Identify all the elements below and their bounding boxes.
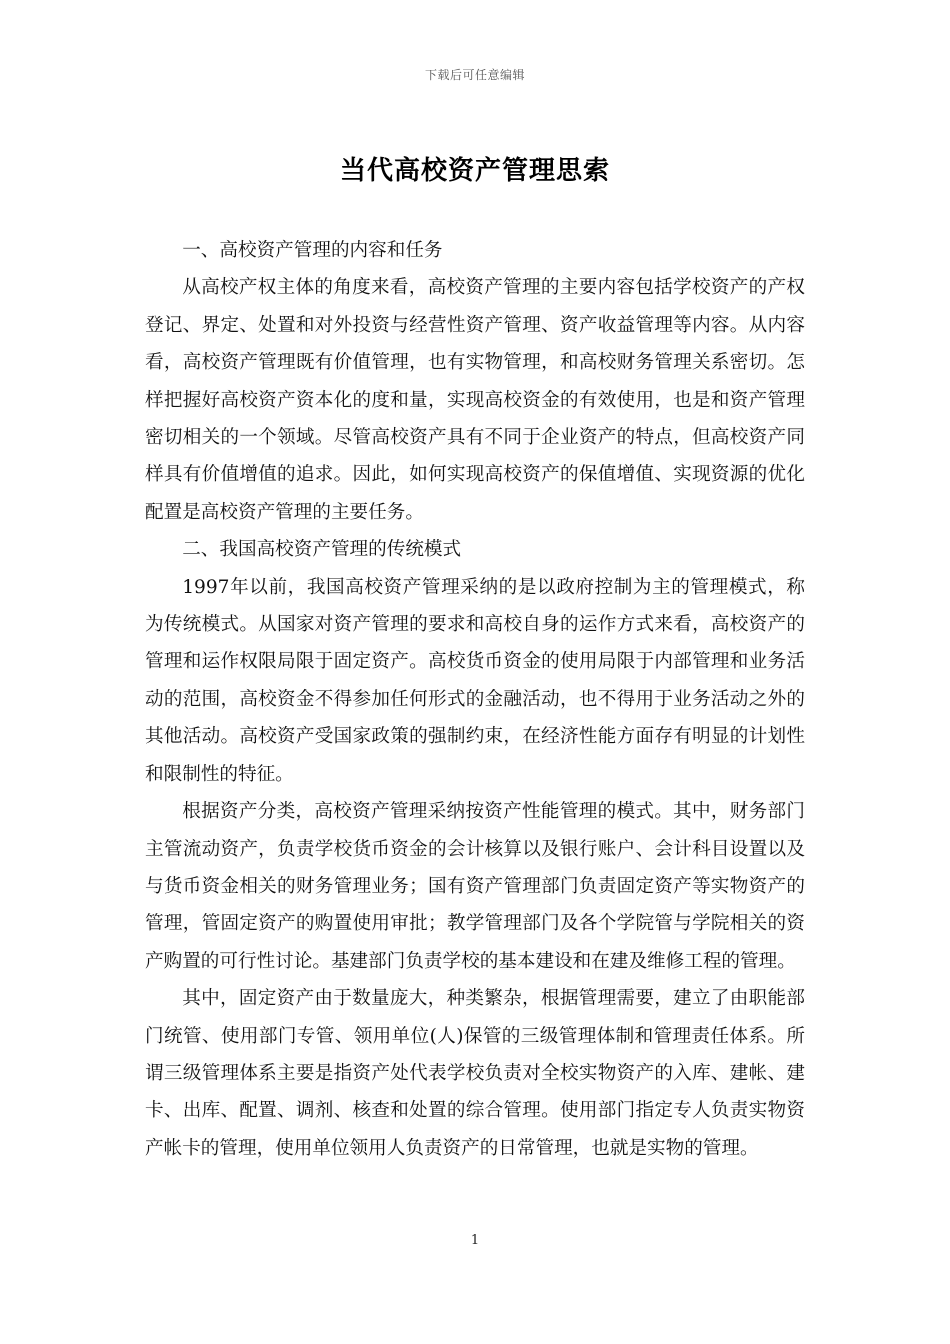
paragraph: 根据资产分类，高校资产管理采纳按资产性能管理的模式。其中，财务部门主管流动资产，负责学校货币资金的会计核算以及银行账户、会计科目设置以及与货币资金相关的财务管理业务；国有资产管理部门负责固定资产等实物资产的管理，管固定资产的购置使用审批；教学管理部门及各个学院管与学院相关的资产购置的可行性讨论。基建部门负责学校的基本建设和在建及维修工程的管理。 bbox=[145, 801, 805, 972]
paragraph: 1997年以前，我国高校资产管理采纳的是以政府控制为主的管理模式，称为传统模式。从国家对资产管理的要求和高校自身的运作方式来看，高校资产的管理和运作权限局限于固定资产。高校货币资金的使用局限于内部管理和业务活动的范围，高校资金不得参加任何形式的金融活动，也不得用于业务活动之外的其他活动。高校资产受国家政策的强制约束，在经济性能方面存有明显的计划性和限制性的特征。 bbox=[145, 576, 805, 785]
section-heading-2: 二、我国高校资产管理的传统模式 bbox=[182, 539, 462, 561]
page-number: 1 bbox=[470, 1233, 480, 1248]
header-note: 下载后可任意编辑 bbox=[424, 68, 525, 82]
document-body bbox=[145, 232, 805, 1167]
document-title: 当代高校资产管理思索 bbox=[339, 156, 610, 186]
paragraph: 其中，固定资产由于数量庞大，种类繁杂，根据管理需要，建立了由职能部门统管、使用部门专管、领用单位(人)保管的三级管理体制和管理责任体系。所谓三级管理体系主要是指资产处代表学校负责对全校实物资产的入库、建帐、建卡、出库、配置、调剂、核查和处置的综合管理。使用部门指定专人负责实物资产帐卡的管理，使用单位领用人负责资产的日常管理，也就是实物的管理。 bbox=[145, 988, 805, 1159]
paragraph: 从高校产权主体的角度来看，高校资产管理的主要内容包括学校资产的产权登记、界定、处置和对外投资与经营性资产管理、资产收益管理等内容。从内容看，高校资产管理既有价值管理，也有实物管理，和高校财务管理关系密切。怎样把握好高校资产资本化的度和量，实现高校资金的有效使用，也是和资产管理密切相关的一个领域。尽管高校资产具有不同于企业资产的特点，但高校资产同样具有价值增值的追求。因此，如何实现高校资产的保值增值、实现资源的优化配置是高校资产管理的主要任务。 bbox=[145, 277, 805, 523]
section-heading-1: 一、高校资产管理的内容和任务 bbox=[182, 240, 443, 261]
